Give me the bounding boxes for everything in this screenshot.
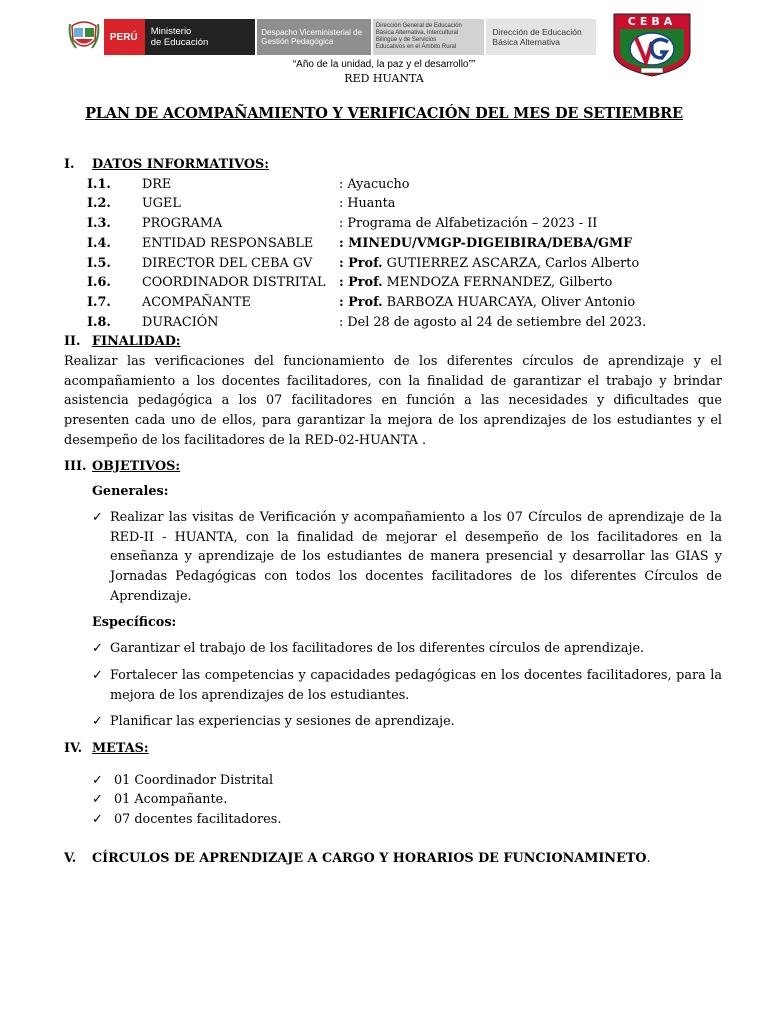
deba-label: Dirección de Educación Básica Alternativa: [486, 19, 596, 55]
document-header: [0, 0, 768, 92]
list-item: ✓ Realizar las visitas de Verificación y acompañamiento a los 07 Círculos de aprendizaje de la RED-II - HUANTA, con la finalidad de mejorar el desempeño de los facilitadores en la enseñanza y aprendizaje de los estudiantes de manera presencial y desarrollar las GIAS y Jornadas Pedagógicas con todos los docentes facilitadores de los diferentes Círculos de Aprendizaje.: [64, 508, 722, 607]
info-row: I.6. COORDINADOR DISTRITAL : Prof. MENDOZA FERNANDEZ, Gilberto: [87, 275, 613, 291]
red-huanta: RED HUANTA: [344, 72, 424, 85]
check-icon: ✓: [92, 792, 103, 808]
list-item: ✓ 07 docentes facilitadores.: [64, 810, 722, 830]
info-row: I.8. DURACIÓN : Del 28 de agosto al 24 de setiembre del 2023.: [87, 314, 647, 330]
check-icon: ✓: [92, 509, 103, 525]
info-row: I.1. DRE : Ayacucho: [87, 176, 410, 192]
check-icon: ✓: [92, 714, 103, 730]
list-item: ✓ Fortalecer las competencias y capacidades pedagógicas en los docentes facilitadores, para la mejora de los aprendizajes de los estudiantes.: [64, 666, 722, 705]
section-title: CÍRCULOS DE APRENDIZAJE A CARGO Y HORARIOS DE FUNCIONAMINETO: [92, 850, 647, 866]
list-item: ✓ Garantizar el trabajo de los facilitadores de los diferentes círculos de aprendizaje.: [64, 639, 722, 659]
info-row: I.5. DIRECTOR DEL CEBA GV : Prof. GUTIERREZ ASCARZA, Carlos Alberto: [87, 255, 640, 271]
info-row: I.2. UGEL : Huanta: [87, 196, 396, 212]
check-icon: ✓: [92, 812, 103, 828]
check-icon: ✓: [92, 772, 103, 788]
section-title: DATOS INFORMATIVOS:: [92, 157, 269, 172]
info-row: I.3. PROGRAMA : Programa de Alfabetización – 2023 - II: [87, 216, 598, 232]
minedu-logo-bar: [64, 18, 596, 56]
finalidad-text: Realizar las verificaciones del funcionamiento de los diferentes círculos de aprendizaje y el acompañamiento a los docentes facilitadores, con la finalidad de garantizar el trabajo y brindar asistencia pedagógica a los 07 facilitadores en función a las necesidades y dificultades que presenten cada uno de ellos, para garantizar la mejora de los aprendizajes de los estudiantes y el desempeño de los facilitadores de la RED-02-HUANTA .: [64, 354, 722, 448]
section-metas: IV. METAS:: [64, 739, 722, 759]
list-item: ✓ 01 Coordinador Distrital: [64, 771, 722, 791]
section-title: METAS:: [92, 740, 149, 756]
section-circulos: V. CÍRCULOS DE APRENDIZAJE A CARGO Y HORARIOS DE FUNCIONAMINETO.: [64, 850, 651, 866]
digeibira-label: Dirección General de Educación Básica Alternativa, Intercultural Bilingüe y de Servicios Educativos en el Ámbito Rural: [373, 19, 485, 55]
info-row: I.7. ACOMPAÑANTE : Prof. BARBOZA HUARCAYA, Oliver Antonio: [87, 294, 636, 310]
generales-label: Generales:: [92, 484, 169, 500]
ministerio-label: Ministerio de Educación: [144, 19, 256, 55]
section-datos-informativos: I. DATOS INFORMATIVOS:: [64, 155, 722, 175]
document-title: PLAN DE ACOMPAÑAMIENTO Y VERIFICACIÓN DEL MES DE SETIEMBRE: [85, 105, 683, 122]
list-item: ✓ 01 Acompañante.: [64, 790, 722, 810]
check-icon: ✓: [92, 641, 103, 657]
list-item: ✓ Planificar las experiencias y sesiones de aprendizaje.: [64, 712, 722, 732]
section-objetivos: III. OBJETIVOS:: [64, 457, 722, 477]
check-icon: ✓: [92, 667, 103, 683]
info-row: I.4. ENTIDAD RESPONSABLE : MINEDU/VMGP-DIGEIBIRA/DEBA/GMF: [87, 235, 633, 251]
document-body: [64, 155, 722, 869]
ceba-logo-text: CEBA: [627, 15, 677, 28]
peru-coat-of-arms-icon: [64, 18, 104, 56]
despacho-label: Despacho Viceministerial de Gestión Pedagógica: [257, 19, 371, 55]
section-title: FINALIDAD:: [92, 334, 181, 350]
section-title: OBJETIVOS:: [92, 458, 181, 474]
section-finalidad: II. FINALIDAD:: [64, 332, 722, 352]
especificos-label: Específicos:: [92, 615, 177, 631]
motto: “Año de la unidad, la paz y el desarrollo””: [292, 59, 476, 70]
peru-label: PERÚ: [104, 19, 144, 55]
